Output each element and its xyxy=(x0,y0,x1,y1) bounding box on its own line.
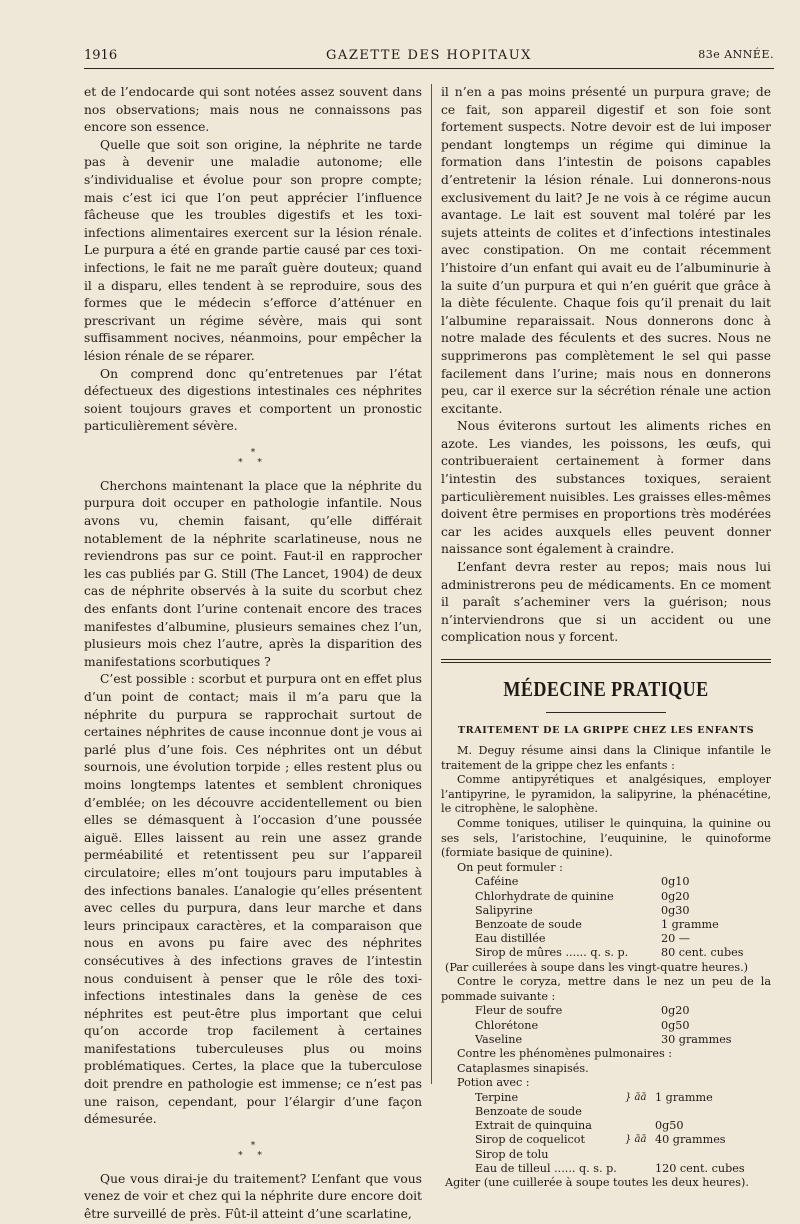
section-title: MÉDECINE PRATIQUE xyxy=(503,677,709,701)
formula-line: Sirop de coquelicot } āā 40 grammes xyxy=(475,1133,726,1147)
formula-note: (Par cuillerées à soupe dans les vingt-quatre heures.) xyxy=(445,960,749,974)
formula-line: Benzoate de soude xyxy=(475,1104,582,1118)
closing-instruction: Agiter (une cuillerée à soupe toutes les deux heures). xyxy=(445,1175,749,1189)
right-column xyxy=(441,84,771,1191)
paragraph: Comme toniques, utiliser le quinquina, la quinine ou ses sels, l’aristochine, l’euquinine, le quinoforme (formiate basique de quinine). xyxy=(441,816,771,860)
paragraph: Cataplasmes sinapisés. xyxy=(457,1061,589,1075)
formula-line: Eau de tilleul ...... q. s. p. 120 cent. cubes xyxy=(475,1161,745,1175)
column-divider xyxy=(431,84,432,1084)
page-number: 1916 xyxy=(84,48,118,63)
paragraph: Nous éviterons surtout les aliments riches en azote. Les viandes, les poissons, les œufs, qui contribueraient certainement à former dans l’intestin des substances toxiques, seraient particulièrement nuisibles. Les graisses elles-mêmes doivent être permises en proportions très modérées car les acides auxquels elles peuvent donner naissance sont également à craindre. xyxy=(441,419,771,557)
formula-line: Eau distillée 20 — xyxy=(475,932,690,946)
formula-line: Extrait de quinquina 0g50 xyxy=(475,1119,684,1133)
formula-line: Chlorétone 0g50 xyxy=(475,1018,690,1032)
paragraph: L’enfant devra rester au repos; mais nous lui administrerons peu de médicaments. En ce moment il paraît s’acheminer vers la guérison; nous n’interviendrons que si un accident ou une complication nous y forcent. xyxy=(441,560,771,645)
article-intro: M. Deguy résume ainsi dans la Clinique infantile le traitement de la grippe chez les enfants : xyxy=(441,744,771,772)
journal-title: GAZETTE DES HOPITAUX xyxy=(326,48,532,63)
formula-line: Sirop de mûres ...... q. s. p. 80 cent. cubes xyxy=(475,946,744,960)
prescription-formula xyxy=(475,875,771,960)
formula-line: Benzoate de soude 1 gramme xyxy=(475,917,719,931)
formula-line: Fleur de soufre 0g20 xyxy=(475,1004,690,1018)
formula-line: Sirop de tolu xyxy=(475,1147,549,1161)
volume-year: 83e ANNÉE. xyxy=(698,48,774,61)
formula-line: Chlorhydrate de quinine 0g20 xyxy=(475,889,690,903)
paragraph: et de l’endocarde qui sont notées assez souvent dans nos observations; mais nous ne connaissons pas encore son essence. xyxy=(84,85,422,135)
formula-line: Caféine 0g10 xyxy=(475,875,690,889)
double-rule xyxy=(441,659,771,663)
paragraph: C’est possible : scorbut et purpura ont en effet plus d’un point de contact; mais il m’a paru que la néphrite du purpura se rapprochait surtout de certaines néphrites de cause inconnue dont je vous ai parlé plus d’une fois. Ces néphrites ont un début sournois, une évolution torpide ; elles restent plus ou moins longtemps latentes et semblent chroniques d’emblée; on les découvre accidentellement ou bien elles se démasquent à l’occasion d’une poussée aiguë. Elles laissent au rein une assez grande perméabilité et retentissent peu sur l’appareil circulatoire; elles m’ont toujours paru imputables à des infections banales. L’analogie qu’elles présentent avec celles du purpura, dans leur marche et dans leurs principaux caractères, et la comparaison que nous en avons pu faire avec des néphrites consécutives à des infections graves de l’intestin nous conduisent à penser que le rôle des toxi-infections intestinales dans la genèse de ces néphrites est peut-être plus important que celui qu’on accorde trop facilement à certaines manifestations tuberculeuses plus ou moins problématiques. Certes, la place que la tuberculose doit prendre en pathologie est immense; ce n’est pas une raison, cependant, pour l’élargir d’une façon démesurée. xyxy=(84,672,422,1127)
paragraph: Que vous dirai-je du traitement? L’enfant que vous venez de voir et chez qui la néphrite dure encore doit être surveillé de près. Fût-il atteint d’une scarlatine, xyxy=(84,1171,422,1222)
left-column xyxy=(84,84,422,1224)
paragraph: On comprend donc qu’entretenues par l’état défectueux des digestions intestinales ces néphrites soient toujours graves et comportent un pronostic particulièrement sévère. xyxy=(84,366,422,434)
paragraph: Cherchons maintenant la place que la néphrite du purpura doit occuper en pathologie infantile. Nous avons vu, chemin faisant, qu’elle différait notablement de la néphrite scarlatineuse, nous ne reviendrons pas sur ce point. Faut-il en rapprocher les cas publiés par G. Still (The Lancet, 1904) de deux cas de néphrite observés à la suite du scorbut chez des enfants dont l’urine contenait encore des traces manifestes d’albumine, plusieurs semaines chez l’un, plusieurs mois chez l’autre, après la disparition des manifestations scorbutiques ? xyxy=(84,478,422,669)
prescription-formula xyxy=(475,1091,771,1176)
formula-line: Salipyrine 0g30 xyxy=(475,903,690,917)
title-rule xyxy=(546,712,666,713)
paragraph: Quelle que soit son origine, la néphrite ne tarde pas à devenir une maladie autonome; elle s’individualise et évolue pour son propre compte; mais c’est ici que l’on peut apprécier l’influence fâcheuse que les troubles digestifs et les toxi-infections alimentaires exercent sur la lésion rénale. Le purpura a été en grande partie causé par ces toxi-infections, le fait ne me paraît guère douteux; quand il a disparu, elles tendent à se reproduire, sous des formes que le médecin s’efforce d’atténuer en prescrivant un régime sévère, mais qui sont suffisamment nocives, néanmoins, pour empêcher la lésion rénale de se réparer. xyxy=(84,137,422,363)
page-header xyxy=(84,44,774,69)
section-separator: * * * xyxy=(238,1140,268,1161)
formula-line: Vaseline 30 grammes xyxy=(475,1032,732,1046)
paragraph: Comme antipyrétiques et analgésiques, employer l’antipyrine, le pyramidon, la salipyrine, la phénacétine, le citrophène, le salophène. xyxy=(441,773,771,816)
paragraph: il n’en a pas moins présenté un purpura grave; de ce fait, son appareil digestif et son foie sont fortement suspects. Notre devoir est de lui imposer pendant longtemps un régime qui diminue la formation dans l’intestin de poisons capables d’entretenir la lésion rénale. Lui donnerons-nous exclusivement du lait? Je ne vois à ce régime aucun avantage. Le lait est souvent mal toléré par les sujets atteints de colites et d’infections intestinales avec constipation. On me contait récemment l’histoire d’un enfant qui avait eu de l’albuminurie à la suite d’un purpura et qui n’en guérit que grâce à la diète féculente. Chaque fois qu’il prenait du lait l’albumine reparaissait. Nous donnerons donc à notre malade des féculents et des sucres. Nous ne supprimerons pas complètement le sel qui passe facilement dans l’urine; mais nous en donnerons peu, car il exerce sur la sécrétion rénale une action excitante. xyxy=(441,85,771,416)
section-separator: * * * xyxy=(238,447,268,468)
paragraph: Contre les phénomènes pulmonaires : xyxy=(457,1046,673,1060)
paragraph: Contre le coryza, mettre dans le nez un peu de la pommade suivante : xyxy=(441,975,771,1003)
paragraph: Potion avec : xyxy=(457,1076,530,1090)
formula-line: Terpine } āā 1 gramme xyxy=(475,1090,713,1104)
formula-intro: On peut formuler : xyxy=(457,860,563,874)
article-subheading: TRAITEMENT DE LA GRIPPE CHEZ LES ENFANTS xyxy=(457,725,755,736)
prescription-formula xyxy=(475,1004,771,1047)
